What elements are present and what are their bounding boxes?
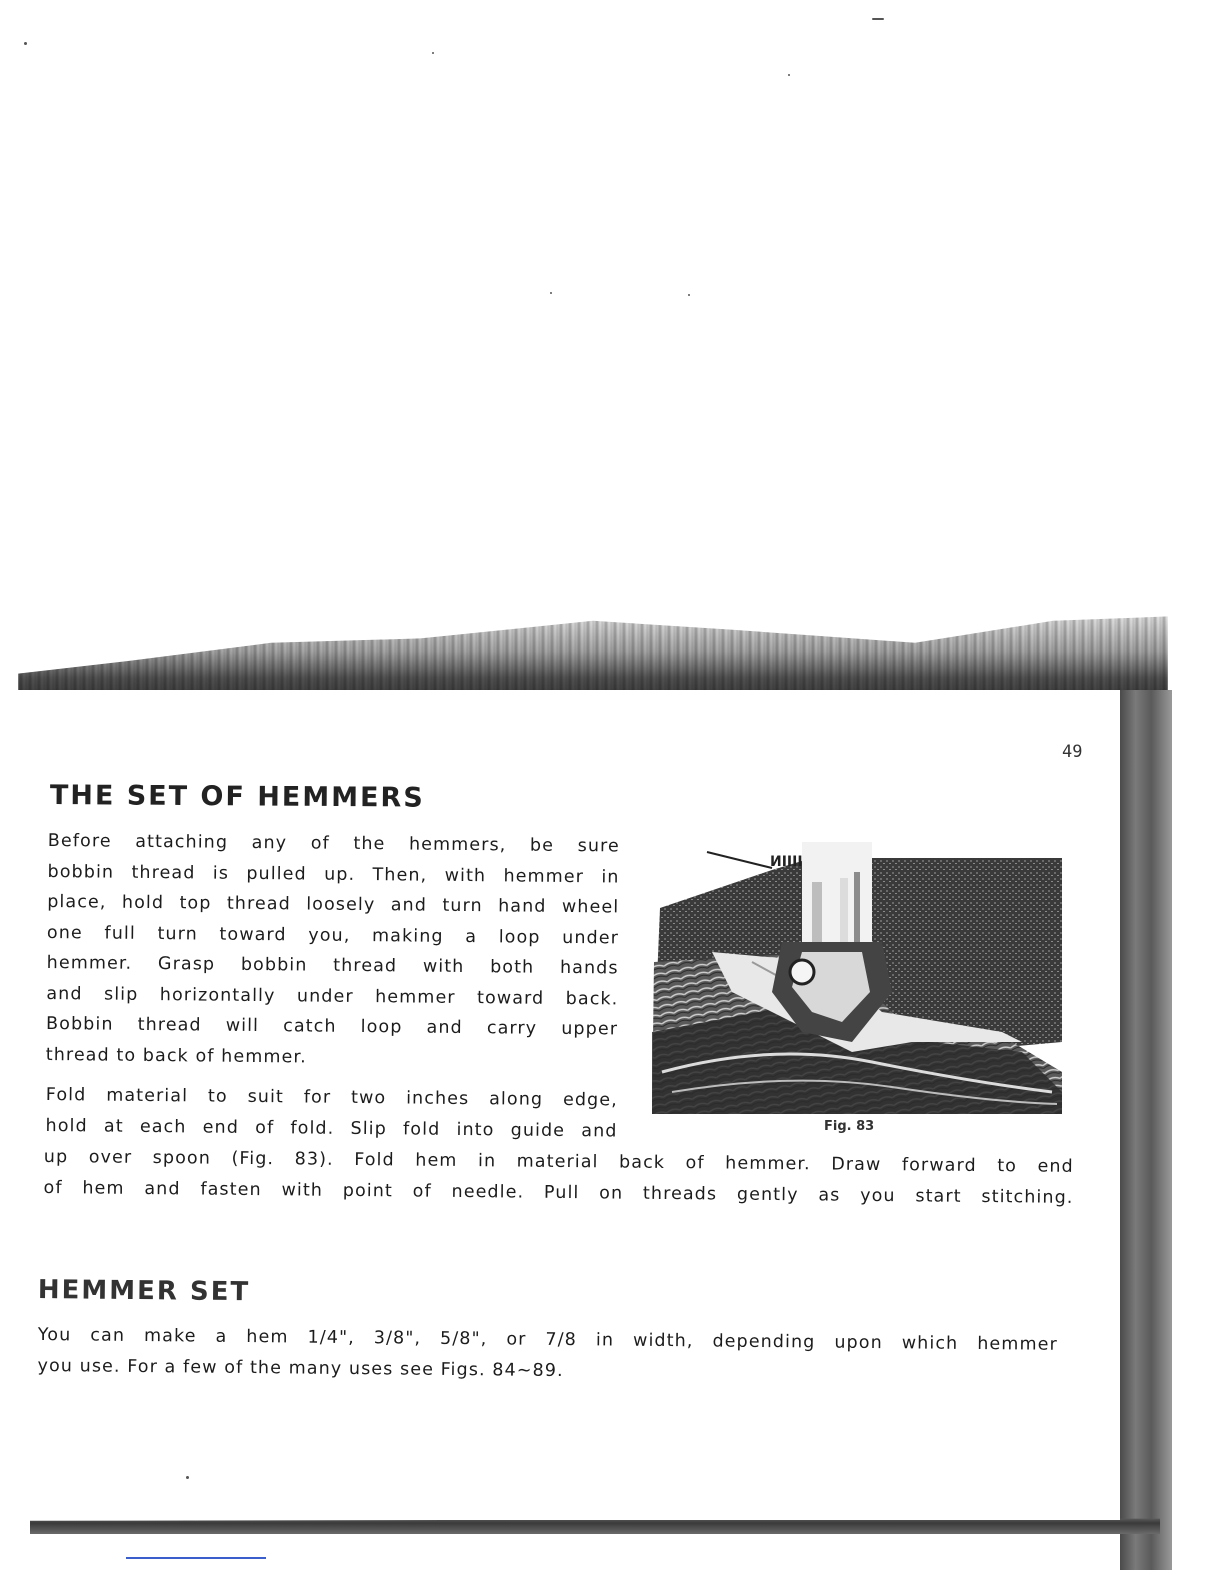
text-line: place, hold top thread loosely and turn hand wheel bbox=[47, 891, 620, 918]
page-number: 49 bbox=[1062, 742, 1083, 762]
scan-speck bbox=[550, 292, 552, 294]
text-line: and slip horizontally under hemmer toward back. bbox=[46, 983, 619, 1009]
intro-paragraph bbox=[46, 826, 620, 1075]
figure-83-hemmer-photo bbox=[652, 842, 1062, 1114]
text-line: hemmer. Grasp bobbin thread with both hands bbox=[46, 952, 619, 979]
fold-paragraph bbox=[45, 1080, 618, 1146]
scan-speck bbox=[688, 294, 690, 296]
text-line: You can make a hem 1/4", 3/8", 5/8", or 7/8 in width, depending upon which hemmer bbox=[37, 1324, 1058, 1355]
scan-speck bbox=[872, 18, 884, 20]
scan-speck bbox=[788, 74, 790, 76]
text-line: you use. For a few of the many uses see Figs. 84~89. bbox=[37, 1355, 564, 1381]
scan-noise-band bbox=[18, 612, 1168, 700]
scan-speck bbox=[24, 42, 27, 45]
figure-marking: ИIIII bbox=[770, 854, 803, 870]
text-line: of hem and fasten with point of needle. Pull on threads gently as you start stitching. bbox=[43, 1177, 1074, 1208]
bottom-rule bbox=[126, 1557, 266, 1559]
scan-speck bbox=[186, 1476, 189, 1479]
text-line: one full turn toward you, making a loop under bbox=[46, 922, 620, 948]
text-line: hold at each end of fold. Slip fold into guide and bbox=[45, 1115, 618, 1141]
text-line: thread to back of hemmer. bbox=[45, 1044, 307, 1067]
scan-speck bbox=[432, 52, 434, 54]
scan-right-edge bbox=[1120, 690, 1172, 1570]
fold-paragraph-continued bbox=[43, 1142, 1074, 1213]
text-line: Before attaching any of the hemmers, be sure bbox=[47, 830, 620, 857]
section-title-hemmer-set: HEMMER SET bbox=[37, 1275, 251, 1308]
hemmer-set-paragraph bbox=[37, 1320, 1058, 1391]
section-title-set-of-hemmers: THE SET OF HEMMERS bbox=[49, 780, 425, 814]
text-line: Bobbin thread will catch loop and carry upper bbox=[46, 1013, 619, 1040]
text-line: up over spoon (Fig. 83). Fold hem in material back of hemmer. Draw forward to end bbox=[43, 1146, 1074, 1177]
text-line: Fold material to suit for two inches along edge, bbox=[45, 1084, 618, 1111]
text-line: bobbin thread is pulled up. Then, with hemmer in bbox=[47, 861, 620, 887]
figure-caption: Fig. 83 bbox=[824, 1119, 875, 1134]
